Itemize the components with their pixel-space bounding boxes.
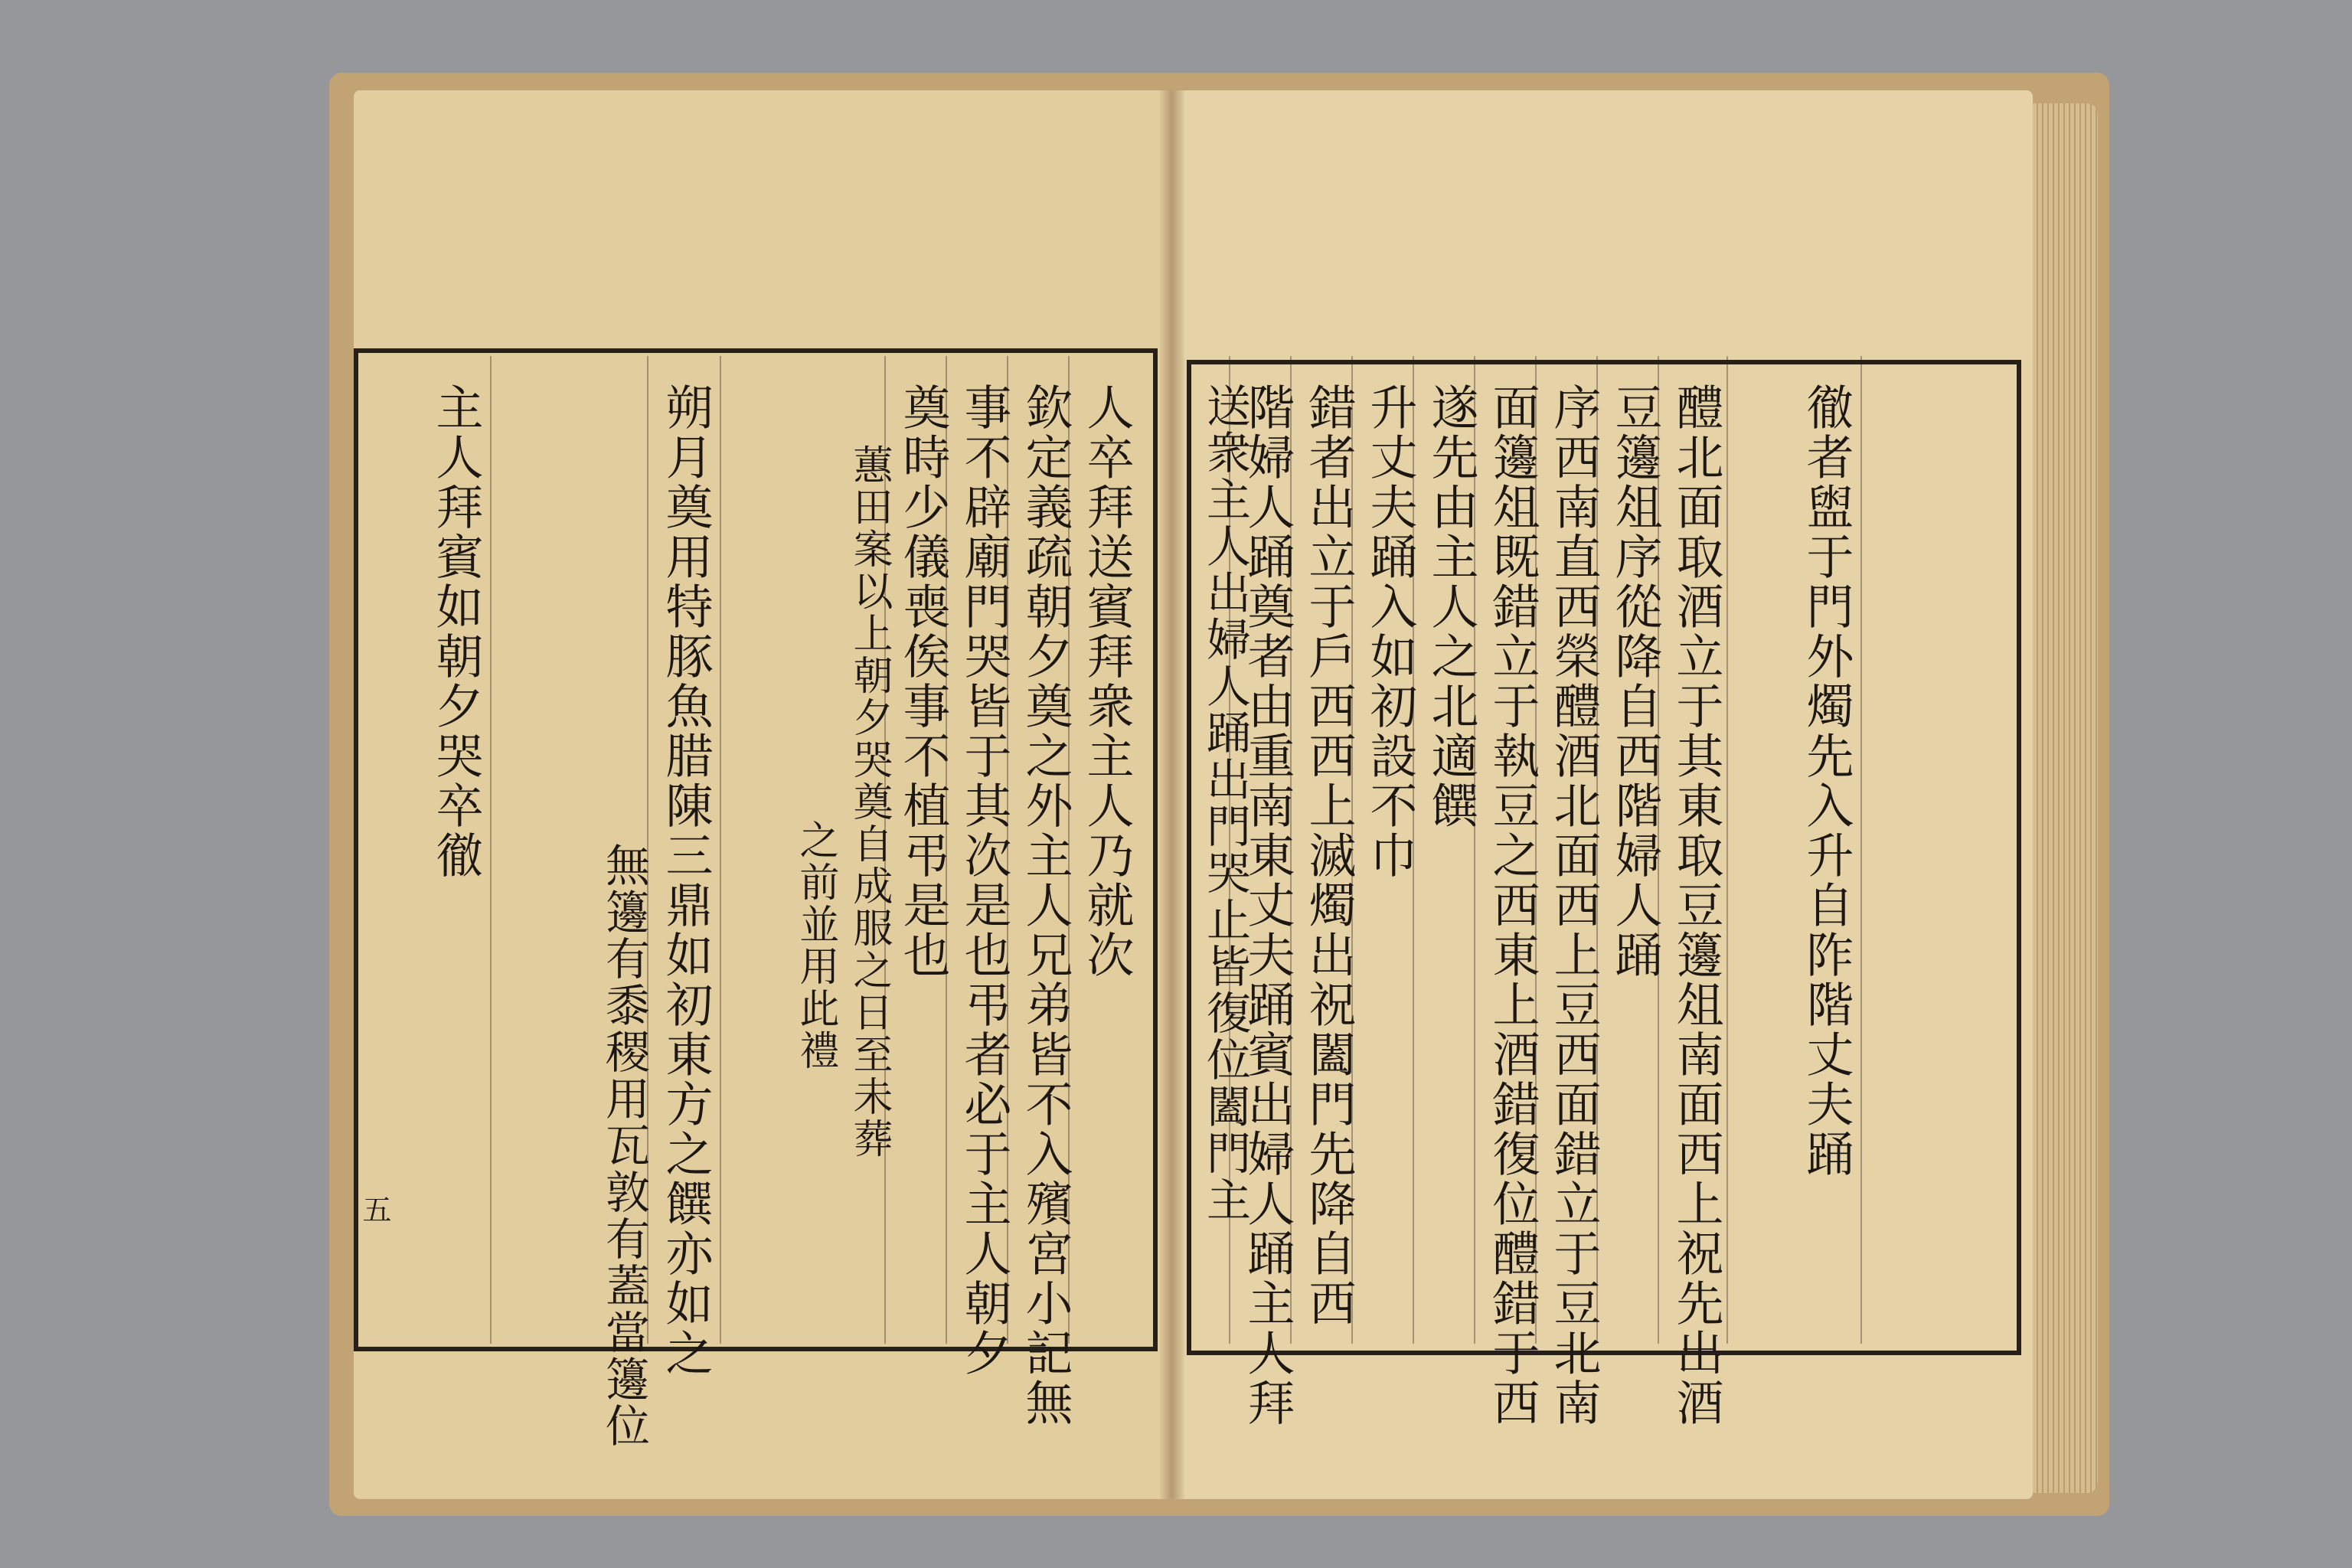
column-text: 欽定義疏朝夕奠之外主人兄弟皆不入殯宮小記無 — [1018, 383, 1073, 1428]
column-rule — [1007, 356, 1008, 1344]
column-rule — [1413, 356, 1414, 1344]
column-rule — [1726, 356, 1728, 1344]
text-column — [651, 383, 720, 1378]
column-rule — [720, 356, 721, 1344]
text-column — [1072, 383, 1141, 980]
column-rule — [647, 356, 648, 1344]
text-column — [421, 383, 490, 880]
column-rule — [1474, 356, 1475, 1344]
column-text: 奠時少儀喪俟事不植弔是也 — [895, 383, 951, 980]
column-rule — [1290, 356, 1292, 1344]
column-text: 人卒拜送賓拜衆主人乃就次 — [1079, 383, 1135, 980]
column-rule — [1535, 356, 1537, 1344]
page-number: 五 — [358, 1194, 391, 1223]
text-column — [1661, 383, 1730, 1428]
column-text: 面籩俎既錯立于執豆之西東上酒錯復位醴錯于西 — [1485, 383, 1540, 1428]
column-text: 無籩有黍稷用瓦敦有蓋當籩位 — [598, 842, 650, 1449]
column-rule — [1068, 356, 1070, 1344]
column-rule — [490, 356, 492, 1344]
column-text: 之前並用此禮 — [792, 819, 838, 1072]
column-text: 遂先由主人之北適饌 — [1423, 383, 1479, 831]
column-rule — [946, 356, 947, 1344]
column-text: 階婦人踊奠者由重南東丈夫踊賓出婦人踊主人拜 — [1240, 383, 1295, 1428]
column-text: 升丈夫踊入如初設不巾 — [1362, 383, 1418, 880]
page-edges — [2033, 103, 2098, 1493]
column-text: 送衆主人出婦人踊出門哭止皆復位闔門主 — [1199, 383, 1251, 1223]
column-rule — [884, 356, 886, 1344]
column-text: 序西南直西榮醴酒北面西上豆西面錯立于豆北南 — [1546, 383, 1602, 1428]
text-column — [1191, 383, 1259, 1223]
column-text: 徹者盥于門外燭先入升自阼階丈夫踊 — [1798, 383, 1854, 1179]
column-text: 錯者出立于戶西西上滅燭出祝闔門先降自西 — [1301, 383, 1357, 1328]
column-text: 豆籩俎序從降自西階婦人踊 — [1607, 383, 1663, 980]
column-rule — [1229, 356, 1230, 1344]
column-rule — [1351, 356, 1353, 1344]
column-text: 醴北面取酒立于其東取豆籩俎南面西上祝先出酒 — [1668, 383, 1724, 1428]
text-column — [781, 819, 850, 1072]
column-text: 事不辟廟門哭皆于其次是也弔者必于主人朝夕 — [956, 383, 1012, 1378]
text-column — [1792, 383, 1860, 1179]
column-text: 蕙田案以上朝夕哭奠自成服之日至未葬 — [846, 444, 892, 1160]
column-text: 主人拜賓如朝夕哭卒徹 — [428, 383, 484, 880]
column-rule — [1658, 356, 1659, 1344]
column-rule — [1860, 356, 1862, 1344]
column-text: 朔月奠用特豚魚腊陳三鼎如初東方之饌亦如之 — [658, 383, 714, 1378]
column-rule — [1596, 356, 1598, 1344]
book-gutter — [1160, 90, 1184, 1499]
